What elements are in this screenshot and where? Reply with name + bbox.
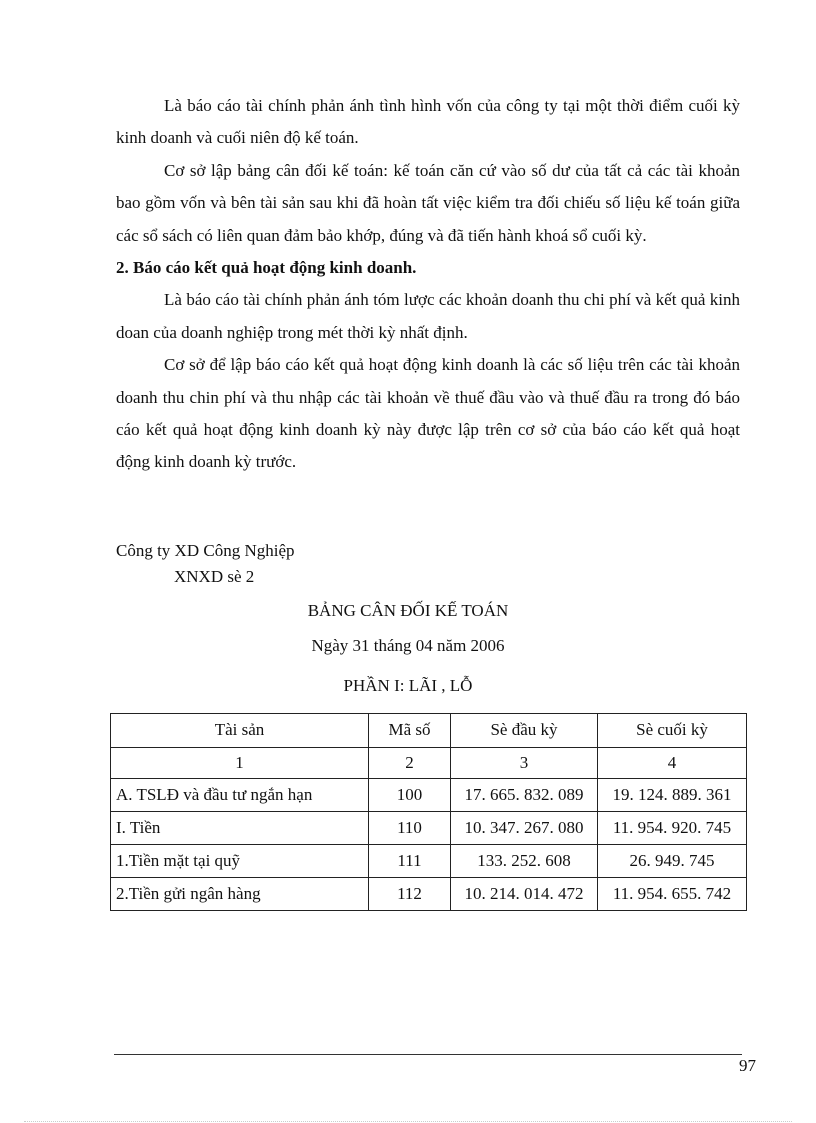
- table-row: [111, 812, 747, 845]
- page-number: 97: [739, 1056, 756, 1075]
- section-2-paragraph-2: Cơ sở để lập báo cáo kết quả hoạt động kinh doanh là các số liệu trên các tài khoản doanh thu chin phí và thu nhập các tài khoản về thuế đầu vào và thuế đầu ra trong đó báo cáo kết quả hoạt động kinh doanh kỳ này được lập trên cơ sở của báo cáo kết quả hoạt động kinh doanh kỳ trước.: [116, 355, 740, 472]
- balance-sheet-table: [110, 713, 747, 911]
- intro-paragraph-1: Là báo cáo tài chính phản ánh tình hình vốn của công ty tại một thời điểm cuối kỳ kinh doanh và cuối niên độ kế toán.: [116, 96, 740, 148]
- section-2-paragraph-1: Là báo cáo tài chính phản ánh tóm lược các khoản doanh thu chi phí và kết quả kinh doan của doanh nghiệp trong mét thời kỳ nhất định.: [116, 290, 740, 342]
- asset-code-cell: 110: [369, 812, 451, 845]
- closing-balance-cell: 11. 954. 920. 745: [598, 812, 747, 845]
- page-bottom-border: [24, 1121, 792, 1122]
- document-section-title: PHẦN I: LÃI , LỖ: [343, 676, 473, 695]
- closing-balance-cell: 19. 124. 889. 361: [598, 779, 747, 812]
- closing-balance-cell: 26. 949. 745: [598, 845, 747, 878]
- opening-balance-cell: 10. 347. 267. 080: [451, 812, 598, 845]
- intro-paragraph-2: Cơ sở lập bảng cân đối kế toán: kế toán căn cứ vào số dư của tất cả các tài khoản bao gồm vốn và bên tài sản sau khi đã hoàn tất việc kiểm tra đối chiếu số liệu kế toán giữa các sổ sách có liên quan đảm bảo khớp, đúng và đã tiến hành khoá sổ cuối kỳ.: [116, 160, 740, 245]
- column-header-closing: Sè cuối kỳ: [598, 714, 747, 748]
- table-row: [111, 845, 747, 878]
- table-header-row: [111, 714, 747, 748]
- index-cell: 2: [369, 748, 451, 779]
- company-name: Công ty XD Công Nghiệp: [116, 541, 295, 560]
- opening-balance-cell: 17. 665. 832. 089: [451, 779, 598, 812]
- table-row: [111, 779, 747, 812]
- asset-code-cell: 100: [369, 779, 451, 812]
- asset-code-cell: 112: [369, 878, 451, 911]
- company-block: [116, 538, 295, 590]
- asset-code-cell: 111: [369, 845, 451, 878]
- column-header-opening: Sè đầu kỳ: [451, 714, 598, 748]
- table-row: [111, 878, 747, 911]
- company-unit: XNXD sè 2: [174, 567, 255, 586]
- body-text: [116, 90, 740, 479]
- section-2-heading: 2. Báo cáo kết quả hoạt động kinh doanh.: [116, 258, 417, 278]
- asset-name-cell: 1.Tiền mặt tại quỹ: [111, 845, 369, 878]
- document-title: BẢNG CÂN ĐỐI KẾ TOÁN: [307, 601, 509, 620]
- asset-name-cell: I. Tiền: [111, 812, 369, 845]
- asset-name-cell: 2.Tiền gửi ngân hàng: [111, 878, 369, 911]
- index-cell: 3: [451, 748, 598, 779]
- opening-balance-cell: 10. 214. 014. 472: [451, 878, 598, 911]
- index-cell: 1: [111, 748, 369, 779]
- document-date: Ngày 31 tháng 04 năm 2006: [311, 636, 505, 655]
- column-header-asset: Tài sản: [111, 714, 369, 748]
- opening-balance-cell: 133. 252. 608: [451, 845, 598, 878]
- table-index-row: [111, 748, 747, 779]
- asset-name-cell: A. TSLĐ và đầu tư ngắn hạn: [111, 779, 369, 812]
- closing-balance-cell: 11. 954. 655. 742: [598, 878, 747, 911]
- index-cell: 4: [598, 748, 747, 779]
- footer-divider: [114, 1054, 742, 1055]
- column-header-code: Mã số: [369, 714, 451, 748]
